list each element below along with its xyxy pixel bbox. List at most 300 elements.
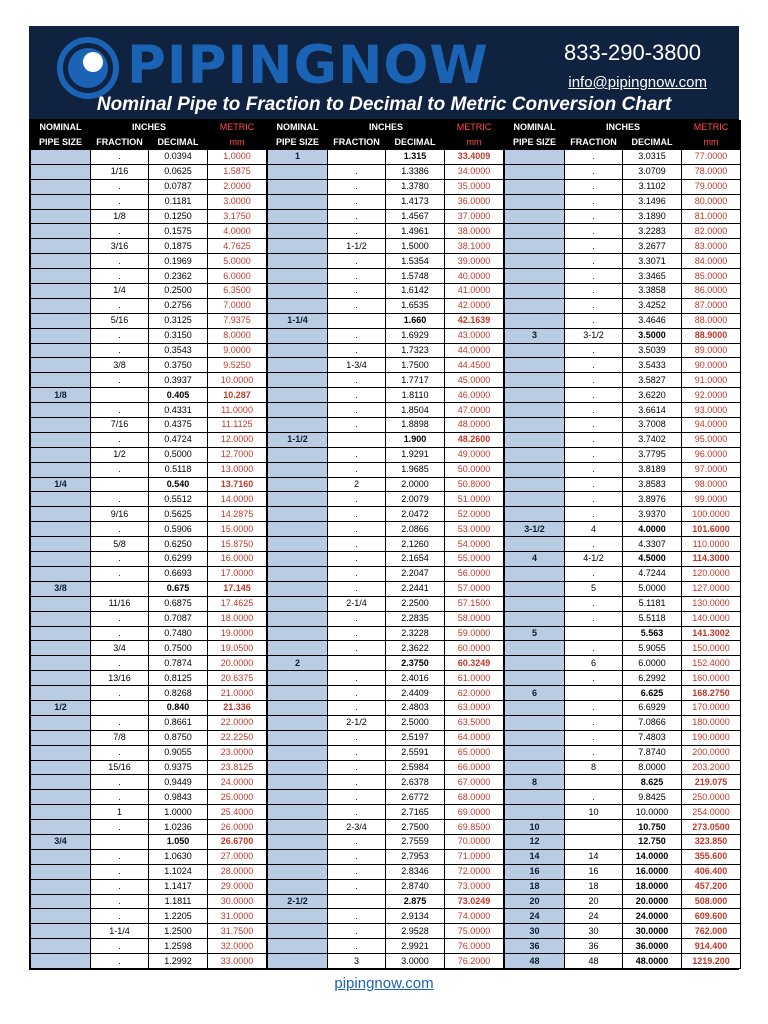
fraction-cell: . bbox=[565, 641, 623, 656]
metric-cell: 90.0000 bbox=[682, 358, 741, 373]
decimal-cell: 1.9685 bbox=[386, 462, 445, 477]
metric-cell: 38.1000 bbox=[445, 239, 504, 254]
fraction-cell: . bbox=[328, 805, 386, 820]
metric-cell: 3.1750 bbox=[208, 209, 267, 224]
fraction-cell: . bbox=[328, 418, 386, 433]
metric-cell: 120.0000 bbox=[682, 566, 741, 581]
table-row bbox=[268, 254, 504, 269]
metric-cell: 16.0000 bbox=[208, 552, 267, 567]
decimal-cell: 1.0000 bbox=[149, 805, 208, 820]
fraction-cell: . bbox=[565, 700, 623, 715]
fraction-cell: . bbox=[328, 775, 386, 790]
nominal-pipe-size-cell bbox=[268, 924, 328, 939]
decimal-cell: 0.5625 bbox=[149, 507, 208, 522]
metric-cell: 101.6000 bbox=[682, 522, 741, 537]
decimal-cell: 5.5118 bbox=[623, 611, 682, 626]
table-row bbox=[31, 805, 267, 820]
decimal-cell: 2.0472 bbox=[386, 507, 445, 522]
table-row bbox=[268, 537, 504, 552]
metric-cell: 39.0000 bbox=[445, 254, 504, 269]
decimal-cell: 0.5000 bbox=[149, 447, 208, 462]
page-title: Nominal Pipe to Fraction to Decimal to Metric Conversion Chart bbox=[96, 94, 672, 115]
decimal-cell: 0.3937 bbox=[149, 373, 208, 388]
fraction-cell: . bbox=[91, 745, 149, 760]
fraction-cell: 1-1/2 bbox=[328, 239, 386, 254]
table-row bbox=[268, 864, 504, 879]
decimal-cell: 24.0000 bbox=[623, 909, 682, 924]
fraction-cell: . bbox=[565, 403, 623, 418]
nominal-pipe-size-cell bbox=[268, 730, 328, 745]
metric-cell: 33.4009 bbox=[445, 150, 504, 165]
nominal-pipe-size-cell bbox=[31, 209, 91, 224]
fraction-cell: . bbox=[328, 834, 386, 849]
table-row bbox=[31, 954, 267, 969]
fraction-cell: . bbox=[565, 462, 623, 477]
decimal-cell: 0.540 bbox=[149, 477, 208, 492]
metric-cell: 32.0000 bbox=[208, 939, 267, 954]
col-nominal-header: NOMINAL bbox=[31, 121, 91, 136]
fraction-cell: . bbox=[91, 656, 149, 671]
table-row bbox=[268, 507, 504, 522]
fraction-cell: . bbox=[328, 849, 386, 864]
table-row bbox=[268, 194, 504, 209]
fraction-cell: . bbox=[328, 343, 386, 358]
decimal-cell: 9.8425 bbox=[623, 790, 682, 805]
table-row bbox=[505, 284, 741, 299]
col-fraction-header: FRACTION bbox=[565, 135, 623, 150]
nominal-pipe-size-cell bbox=[505, 730, 565, 745]
table-row bbox=[268, 447, 504, 462]
decimal-cell: 1.6142 bbox=[386, 284, 445, 299]
nominal-pipe-size-cell bbox=[268, 849, 328, 864]
metric-cell: 98.0000 bbox=[682, 477, 741, 492]
decimal-cell: 0.4375 bbox=[149, 418, 208, 433]
fraction-cell: . bbox=[328, 924, 386, 939]
decimal-cell: 0.405 bbox=[149, 388, 208, 403]
nominal-pipe-size-cell bbox=[31, 254, 91, 269]
metric-cell: 10.287 bbox=[208, 388, 267, 403]
table-row bbox=[31, 150, 267, 165]
nominal-pipe-size-cell bbox=[31, 492, 91, 507]
fraction-cell: . bbox=[565, 730, 623, 745]
metric-cell: 92.0000 bbox=[682, 388, 741, 403]
decimal-cell: 1.0630 bbox=[149, 849, 208, 864]
fraction-cell: . bbox=[328, 224, 386, 239]
table-row bbox=[505, 715, 741, 730]
metric-cell: 10.0000 bbox=[208, 373, 267, 388]
metric-cell: 34.0000 bbox=[445, 164, 504, 179]
nominal-pipe-size-cell bbox=[268, 224, 328, 239]
fraction-cell: 7/16 bbox=[91, 418, 149, 433]
metric-cell: 76.2000 bbox=[445, 954, 504, 969]
metric-cell: 20.6375 bbox=[208, 671, 267, 686]
decimal-cell: 0.1575 bbox=[149, 224, 208, 239]
metric-cell: 57.1500 bbox=[445, 596, 504, 611]
nominal-pipe-size-cell bbox=[268, 581, 328, 596]
fraction-cell: . bbox=[328, 552, 386, 567]
decimal-cell: 14.0000 bbox=[623, 849, 682, 864]
fraction-cell bbox=[328, 150, 386, 165]
col-mm-header: mm bbox=[682, 135, 741, 150]
decimal-cell: 3.1890 bbox=[623, 209, 682, 224]
nominal-pipe-size-cell: 1/8 bbox=[31, 388, 91, 403]
logo-text: PIPINGNOW bbox=[127, 35, 489, 96]
metric-cell: 49.0000 bbox=[445, 447, 504, 462]
col-inches-header: INCHES bbox=[565, 121, 682, 136]
metric-cell: 30.0000 bbox=[208, 894, 267, 909]
decimal-cell: 3.6220 bbox=[623, 388, 682, 403]
fraction-cell: . bbox=[328, 730, 386, 745]
table-row bbox=[268, 909, 504, 924]
col-decimal-header: DECIMAL bbox=[149, 135, 208, 150]
nominal-pipe-size-cell bbox=[31, 507, 91, 522]
fraction-cell: . bbox=[328, 403, 386, 418]
nominal-pipe-size-cell bbox=[268, 328, 328, 343]
fraction-cell: . bbox=[565, 566, 623, 581]
table-row bbox=[31, 373, 267, 388]
nominal-pipe-size-cell bbox=[31, 537, 91, 552]
fraction-cell: . bbox=[91, 790, 149, 805]
fraction-cell: . bbox=[328, 298, 386, 313]
nominal-pipe-size-cell bbox=[31, 656, 91, 671]
decimal-cell: 0.0787 bbox=[149, 179, 208, 194]
metric-cell: 33.0000 bbox=[208, 954, 267, 969]
table-row bbox=[31, 760, 267, 775]
fraction-cell: 3/8 bbox=[91, 358, 149, 373]
nominal-pipe-size-cell bbox=[505, 224, 565, 239]
decimal-cell: 36.0000 bbox=[623, 939, 682, 954]
nominal-pipe-size-cell bbox=[31, 790, 91, 805]
fraction-cell: . bbox=[328, 462, 386, 477]
nominal-pipe-size-cell: 3/4 bbox=[31, 834, 91, 849]
nominal-pipe-size-cell bbox=[268, 715, 328, 730]
fraction-cell: 5/16 bbox=[91, 313, 149, 328]
fraction-cell: 11/16 bbox=[91, 596, 149, 611]
decimal-cell: 3.2677 bbox=[623, 239, 682, 254]
table-row bbox=[31, 432, 267, 447]
table-row bbox=[31, 284, 267, 299]
fraction-cell: 8 bbox=[565, 760, 623, 775]
decimal-cell: 0.3750 bbox=[149, 358, 208, 373]
table-row bbox=[505, 626, 741, 641]
metric-cell: 6.0000 bbox=[208, 269, 267, 284]
table-row bbox=[505, 894, 741, 909]
fraction-cell: . bbox=[328, 492, 386, 507]
table-row bbox=[31, 313, 267, 328]
fraction-cell: . bbox=[565, 194, 623, 209]
metric-cell: 70.0000 bbox=[445, 834, 504, 849]
metric-cell: 69.8500 bbox=[445, 820, 504, 835]
decimal-cell: 0.8268 bbox=[149, 686, 208, 701]
fraction-cell: . bbox=[91, 894, 149, 909]
nominal-pipe-size-cell bbox=[31, 611, 91, 626]
fraction-cell bbox=[328, 313, 386, 328]
decimal-cell: 1.4961 bbox=[386, 224, 445, 239]
fraction-cell bbox=[565, 834, 623, 849]
metric-cell: 8.0000 bbox=[208, 328, 267, 343]
nominal-pipe-size-cell bbox=[268, 507, 328, 522]
table-row bbox=[505, 313, 741, 328]
table-row bbox=[505, 849, 741, 864]
table-row bbox=[268, 611, 504, 626]
fraction-cell: . bbox=[328, 671, 386, 686]
decimal-cell: 1.8110 bbox=[386, 388, 445, 403]
metric-cell: 42.1639 bbox=[445, 313, 504, 328]
metric-cell: 52.0000 bbox=[445, 507, 504, 522]
logo-icon bbox=[57, 37, 119, 99]
fraction-cell: . bbox=[565, 164, 623, 179]
nominal-pipe-size-cell bbox=[505, 373, 565, 388]
col-inches-header: INCHES bbox=[328, 121, 445, 136]
fraction-cell: . bbox=[91, 150, 149, 165]
metric-cell: 12.0000 bbox=[208, 432, 267, 447]
metric-cell: 190.0000 bbox=[682, 730, 741, 745]
nominal-pipe-size-cell bbox=[31, 805, 91, 820]
fraction-cell: 9/16 bbox=[91, 507, 149, 522]
nominal-pipe-size-cell bbox=[505, 284, 565, 299]
metric-cell: 200.0000 bbox=[682, 745, 741, 760]
decimal-cell: 2.5000 bbox=[386, 715, 445, 730]
metric-cell: 31.0000 bbox=[208, 909, 267, 924]
nominal-pipe-size-cell: 1-1/2 bbox=[268, 432, 328, 447]
nominal-pipe-size-cell bbox=[31, 418, 91, 433]
col-fraction-header: FRACTION bbox=[91, 135, 149, 150]
table-row bbox=[31, 924, 267, 939]
nominal-pipe-size-cell bbox=[268, 745, 328, 760]
metric-cell: 130.0000 bbox=[682, 596, 741, 611]
nominal-pipe-size-cell bbox=[31, 671, 91, 686]
table-row bbox=[268, 626, 504, 641]
decimal-cell: 0.0625 bbox=[149, 164, 208, 179]
metric-cell: 66.0000 bbox=[445, 760, 504, 775]
table-row bbox=[505, 388, 741, 403]
nominal-pipe-size-cell: 6 bbox=[505, 686, 565, 701]
table-row bbox=[31, 641, 267, 656]
table-row bbox=[505, 790, 741, 805]
decimal-cell: 0.3150 bbox=[149, 328, 208, 343]
fraction-cell: 1 bbox=[91, 805, 149, 820]
metric-cell: 53.0000 bbox=[445, 522, 504, 537]
table-row bbox=[268, 209, 504, 224]
table-row bbox=[505, 566, 741, 581]
metric-cell: 51.0000 bbox=[445, 492, 504, 507]
nominal-pipe-size-cell bbox=[505, 700, 565, 715]
decimal-cell: 0.6693 bbox=[149, 566, 208, 581]
table-row bbox=[31, 566, 267, 581]
fraction-cell: . bbox=[565, 745, 623, 760]
metric-cell: 61.0000 bbox=[445, 671, 504, 686]
metric-cell: 99.0000 bbox=[682, 492, 741, 507]
table-row bbox=[505, 805, 741, 820]
metric-cell: 75.0000 bbox=[445, 924, 504, 939]
table-row bbox=[268, 581, 504, 596]
table-row bbox=[268, 418, 504, 433]
decimal-cell: 5.1181 bbox=[623, 596, 682, 611]
metric-cell: 26.6700 bbox=[208, 834, 267, 849]
fraction-cell: . bbox=[328, 209, 386, 224]
table-row bbox=[505, 432, 741, 447]
table-row bbox=[31, 328, 267, 343]
metric-cell: 1.5875 bbox=[208, 164, 267, 179]
col-decimal-header: DECIMAL bbox=[623, 135, 682, 150]
table-row bbox=[268, 284, 504, 299]
metric-cell: 14.2875 bbox=[208, 507, 267, 522]
table-row bbox=[31, 462, 267, 477]
col-pipe-size-header: PIPE SIZE bbox=[505, 135, 565, 150]
table-row bbox=[505, 447, 741, 462]
metric-cell: 44.4500 bbox=[445, 358, 504, 373]
nominal-pipe-size-cell bbox=[268, 909, 328, 924]
nominal-pipe-size-cell bbox=[505, 760, 565, 775]
metric-cell: 762.000 bbox=[682, 924, 741, 939]
table-row bbox=[505, 730, 741, 745]
decimal-cell: 0.8125 bbox=[149, 671, 208, 686]
decimal-cell: 7.0866 bbox=[623, 715, 682, 730]
fraction-cell: . bbox=[91, 269, 149, 284]
table-row bbox=[31, 552, 267, 567]
decimal-cell: 2.2047 bbox=[386, 566, 445, 581]
table-row bbox=[31, 656, 267, 671]
fraction-cell: . bbox=[91, 522, 149, 537]
metric-cell: 27.0000 bbox=[208, 849, 267, 864]
table-row bbox=[268, 403, 504, 418]
table-row bbox=[268, 552, 504, 567]
table-row bbox=[505, 239, 741, 254]
decimal-cell: 4.5000 bbox=[623, 552, 682, 567]
decimal-cell: 1.900 bbox=[386, 432, 445, 447]
table-row bbox=[31, 492, 267, 507]
fraction-cell: . bbox=[328, 373, 386, 388]
col-metric-header: METRIC bbox=[445, 121, 504, 136]
fraction-cell: . bbox=[328, 179, 386, 194]
fraction-cell: . bbox=[91, 492, 149, 507]
table-row bbox=[505, 298, 741, 313]
metric-cell: 41.0000 bbox=[445, 284, 504, 299]
nominal-pipe-size-cell bbox=[268, 686, 328, 701]
decimal-cell: 1.7717 bbox=[386, 373, 445, 388]
metric-cell: 83.0000 bbox=[682, 239, 741, 254]
decimal-cell: 3.1496 bbox=[623, 194, 682, 209]
decimal-cell: 2.8346 bbox=[386, 864, 445, 879]
decimal-cell: 3.0000 bbox=[386, 954, 445, 969]
nominal-pipe-size-cell bbox=[31, 879, 91, 894]
nominal-pipe-size-cell bbox=[505, 298, 565, 313]
decimal-cell: 0.4331 bbox=[149, 403, 208, 418]
nominal-pipe-size-cell bbox=[505, 403, 565, 418]
phone-number[interactable]: 833-290-3800 bbox=[563, 40, 701, 65]
decimal-cell: 10.0000 bbox=[623, 805, 682, 820]
decimal-cell: 1.1024 bbox=[149, 864, 208, 879]
table-row bbox=[268, 477, 504, 492]
table-row bbox=[268, 745, 504, 760]
fraction-cell: . bbox=[328, 388, 386, 403]
decimal-cell: 0.2756 bbox=[149, 298, 208, 313]
decimal-cell: 1.8898 bbox=[386, 418, 445, 433]
metric-cell: 78.0000 bbox=[682, 164, 741, 179]
decimal-cell: 3.4252 bbox=[623, 298, 682, 313]
decimal-cell: 1.1811 bbox=[149, 894, 208, 909]
fraction-cell: . bbox=[565, 269, 623, 284]
decimal-cell: 1.7323 bbox=[386, 343, 445, 358]
table-row bbox=[31, 834, 267, 849]
nominal-pipe-size-cell: 20 bbox=[505, 894, 565, 909]
nominal-pipe-size-cell bbox=[31, 432, 91, 447]
metric-cell: 93.0000 bbox=[682, 403, 741, 418]
nominal-pipe-size-cell bbox=[505, 745, 565, 760]
fraction-cell: 13/16 bbox=[91, 671, 149, 686]
nominal-pipe-size-cell bbox=[268, 179, 328, 194]
decimal-cell: 3.8189 bbox=[623, 462, 682, 477]
metric-cell: 37.0000 bbox=[445, 209, 504, 224]
nominal-pipe-size-cell bbox=[505, 492, 565, 507]
metric-cell: 609.600 bbox=[682, 909, 741, 924]
fraction-cell: . bbox=[328, 284, 386, 299]
table-row bbox=[505, 909, 741, 924]
fraction-cell: . bbox=[91, 432, 149, 447]
nominal-pipe-size-cell bbox=[505, 343, 565, 358]
table-row bbox=[268, 641, 504, 656]
fraction-cell bbox=[565, 626, 623, 641]
metric-cell: 35.0000 bbox=[445, 179, 504, 194]
decimal-cell: 1.5354 bbox=[386, 254, 445, 269]
table-row bbox=[268, 656, 504, 671]
decimal-cell: 6.625 bbox=[623, 686, 682, 701]
email-link[interactable]: info@pipingnow.com bbox=[568, 74, 707, 91]
metric-cell: 40.0000 bbox=[445, 269, 504, 284]
fraction-cell: . bbox=[328, 879, 386, 894]
nominal-pipe-size-cell bbox=[268, 790, 328, 805]
decimal-cell: 2.5197 bbox=[386, 730, 445, 745]
metric-cell: 69.0000 bbox=[445, 805, 504, 820]
metric-cell: 65.0000 bbox=[445, 745, 504, 760]
nominal-pipe-size-cell bbox=[268, 760, 328, 775]
table-row bbox=[505, 641, 741, 656]
decimal-cell: 2.7559 bbox=[386, 834, 445, 849]
metric-cell: 48.2600 bbox=[445, 432, 504, 447]
nominal-pipe-size-cell: 3 bbox=[505, 328, 565, 343]
table-row bbox=[505, 820, 741, 835]
metric-cell: 23.0000 bbox=[208, 745, 267, 760]
decimal-cell: 1.1417 bbox=[149, 879, 208, 894]
table-row bbox=[505, 462, 741, 477]
fraction-cell: . bbox=[91, 775, 149, 790]
table-row bbox=[505, 775, 741, 790]
table-row bbox=[505, 879, 741, 894]
metric-cell: 87.0000 bbox=[682, 298, 741, 313]
table-row bbox=[505, 418, 741, 433]
decimal-cell: 2.0079 bbox=[386, 492, 445, 507]
fraction-cell: 48 bbox=[565, 954, 623, 969]
metric-cell: 74.0000 bbox=[445, 909, 504, 924]
table-row bbox=[505, 700, 741, 715]
table-row bbox=[31, 403, 267, 418]
fraction-cell: . bbox=[565, 447, 623, 462]
footer-website-link[interactable]: pipingnow.com bbox=[334, 975, 434, 992]
nominal-pipe-size-cell bbox=[268, 775, 328, 790]
fraction-cell: . bbox=[328, 790, 386, 805]
table-row bbox=[505, 209, 741, 224]
metric-cell: 48.0000 bbox=[445, 418, 504, 433]
table-row bbox=[505, 328, 741, 343]
fraction-cell: 18 bbox=[565, 879, 623, 894]
metric-cell: 76.0000 bbox=[445, 939, 504, 954]
table-row bbox=[31, 894, 267, 909]
col-pipe-size-header: PIPE SIZE bbox=[268, 135, 328, 150]
decimal-cell: 2.7953 bbox=[386, 849, 445, 864]
fraction-cell: . bbox=[91, 254, 149, 269]
fraction-cell: . bbox=[565, 477, 623, 492]
nominal-pipe-size-cell bbox=[505, 477, 565, 492]
